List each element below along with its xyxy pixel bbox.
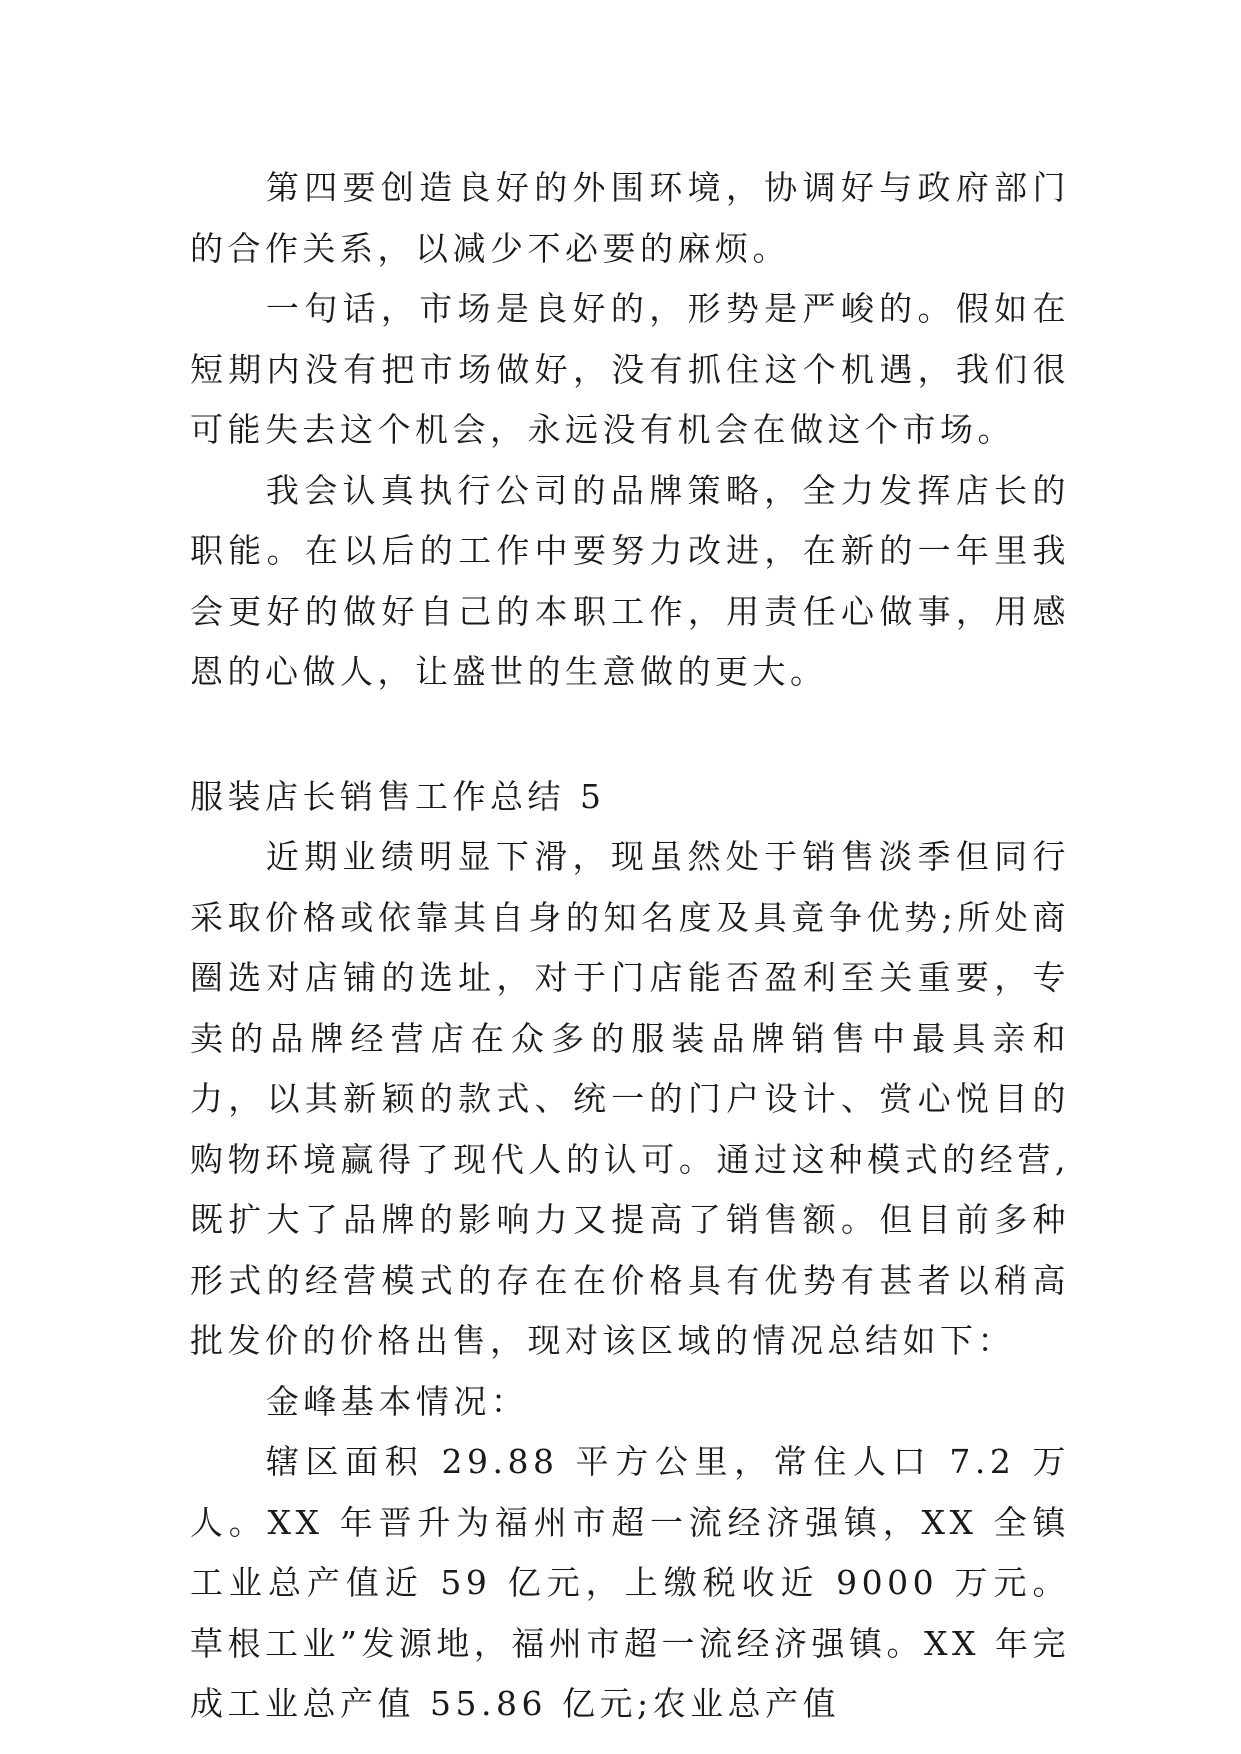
paragraph: 我会认真执行公司的品牌策略，全力发挥店长的职能。在以后的工作中要努力改进，在新的一年里我会更好的做好自己的本职工作，用责任心做事，用感恩的心做人，让盛世的生意做的更大。 [190,470,1070,691]
document-body [190,158,1070,1735]
paragraph: 辖区面积 29.88 平方公里，常住人口 7.2 万人。XX 年晋升为福州市超一流经济强镇，XX 全镇工业总产值近 59 亿元，上缴税收近 9000 万元。 草根工业”发源地，福州市超一流经济强镇。XX 年完成工业总产值 55.86 亿元;农业总产值 [190,1442,1070,1723]
paragraph: 近期业绩明显下滑，现虽然处于销售淡季但同行采取价格或依靠其自身的知名度及具竟争优势;所处商圈选对店铺的选址，对于门店能否盈利至关重要，专卖的品牌经营店在众多的服装品牌销售中最具亲和力，以其新颖的款式、统一的门户设计、赏心悦目的购物环境赢得了现代人的认可。通过这种模式的经营,既扩大了品牌的影响力又提高了销售额。但目前多种形式的经营模式的存在在价格具有优势有甚者以稍高批发价的价格出售，现对该区域的情况总结如下： [190,837,1070,1360]
paragraph: 一句话，市场是良好的，形势是严峻的。假如在短期内没有把市场做好，没有抓住这个机遇，我们很可能失去这个机会，永远没有机会在做这个市场。 [190,289,1070,449]
paragraph: 金峰基本情况： [265,1381,529,1421]
section-title: 服装店长销售工作总结 5 [190,776,606,816]
paragraph: 第四要创造良好的外围环境，协调好与政府部门的合作关系，以减少不必要的麻烦。 [190,168,1070,268]
